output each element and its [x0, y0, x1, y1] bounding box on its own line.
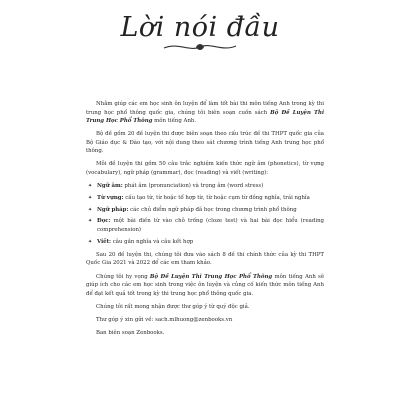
- paragraph-structure: Bộ đề gồm 20 đề luyện thi được biên soạn theo cấu trúc đề thi THPT quốc gia của Bộ Giáo dục & Đào tạo, với nội dung theo sát chương trình tiếng Anh trung học phổ thông.: [86, 131, 324, 155]
- paragraph-signature: Ban biên soạn Zenbooks.: [96, 329, 165, 336]
- list-item: ✦ Đọc: một bài điền từ vào chỗ trống (cloze test) và hai bài đọc hiểu (reading comprehension): [86, 217, 324, 234]
- list-item: ✦ Viết: câu gần nghĩa và câu kết hợp: [86, 238, 324, 247]
- book-title: Bộ Đề Luyện Thi Trung Học Phổ Thông: [149, 273, 273, 280]
- flourish-ornament: [160, 40, 240, 54]
- skills-list: [86, 182, 324, 247]
- paragraph-feedback: Chúng tôi rất mong nhận được thư góp ý từ quý độc giả.: [96, 303, 250, 310]
- paragraph-intro: Nhằm giúp các em học sinh ôn luyện để làm tốt bài thi môn tiếng Anh trong kỳ thi trung học phổ thông quốc gia, chúng tôi biên soạn cuốn sách Bộ Đề Luyện Thi Trung Học Phổ Thông môn tiếng Anh.: [86, 101, 325, 124]
- list-item: ✦ Từ vựng: cấu tạo từ, từ hoặc tổ hợp từ, từ hoặc cụm từ đồng nghĩa, trái nghĩa: [86, 194, 324, 203]
- list-item: ✦ Ngữ pháp: các chủ điểm ngữ pháp đã học trong chương trình phổ thông: [86, 206, 324, 215]
- paragraph-official-exams: Sau 20 đề luyện thi, chúng tôi đưa vào sách 8 đề thi chính thức của kỳ thi THPT Quốc Gia 2021 và 2022 để các em tham khảo.: [86, 251, 324, 267]
- page-title: Lời nói đầu: [120, 12, 280, 43]
- preface-body: [86, 100, 324, 342]
- paragraph-content: Mỗi đề luyện thi gồm 50 câu trắc nghiệm kiến thức ngữ âm (phonetics), từ vựng (vocabulary), ngữ pháp (grammar), đọc (reading) và viết (writing):: [86, 161, 324, 176]
- book-title: Bộ Đề Luyện Thi Trung Học Phổ Thông: [86, 109, 325, 124]
- list-item: ✦ Ngữ âm: phát âm (pronunciation) và trọng âm (word stress): [86, 182, 324, 191]
- paragraph-contact-email: Thư góp ý xin gửi về: sach.mlhuong@zenbooks.vn: [96, 316, 233, 323]
- paragraph-hope: Chúng tôi hy vọng Bộ Đề Luyện Thi Trung Học Phổ Thông môn tiếng Anh sẽ giúp ích cho các em học sinh trong việc ôn luyện và củng cố kiến thức môn tiếng Anh để đạt kết quả tốt trong kỳ thi trung học phổ thông quốc gia.: [86, 273, 325, 297]
